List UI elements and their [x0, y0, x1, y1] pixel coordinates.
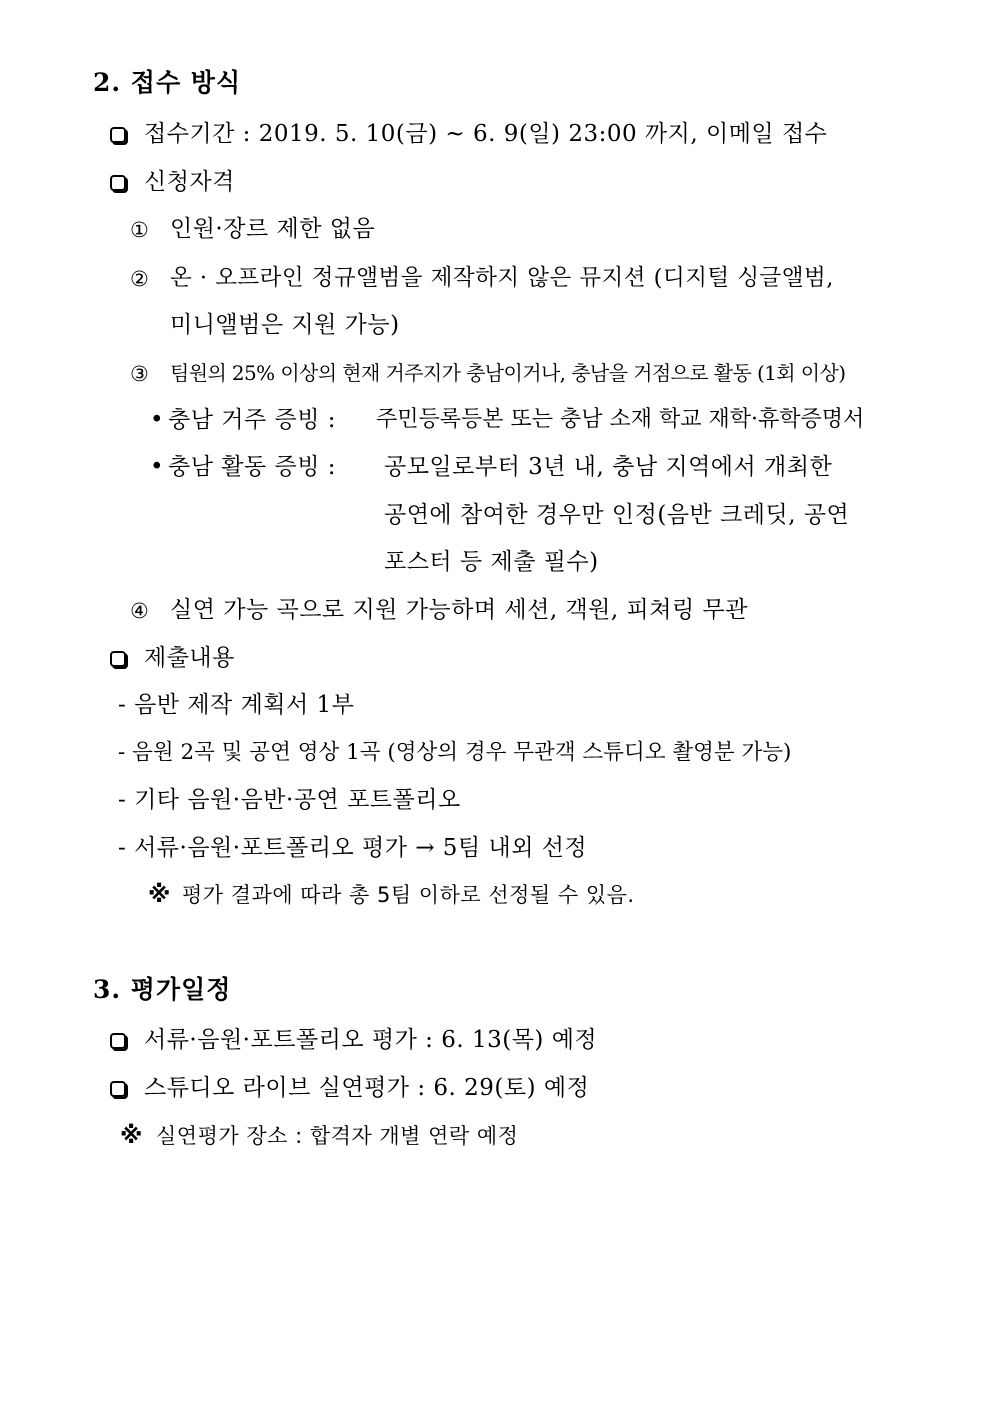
square-bullet-icon [110, 175, 126, 191]
eligibility-item: 팀원의 25% 이상의 현재 거주지가 충남이거나, 충남을 거점으로 활동 (1회 이상) [170, 361, 846, 385]
eligibility-item: 실연 가능 곡으로 지원 가능하며 세션, 객원, 피쳐링 무관 [170, 597, 748, 623]
eligibility-item-continued: 미니앨범은 지원 가능) [170, 312, 400, 338]
reference-mark: ※ [120, 1123, 143, 1149]
activity-proof-text: 포스터 등 제출 필수) [384, 549, 599, 575]
submission-item: - 음반 제작 계획서 1부 [118, 692, 355, 718]
reference-mark: ※ [148, 882, 171, 908]
application-period: 접수기간 : 2019. 5. 10(금) ~ 6. 9(일) 23:00 까지, 이메일 접수 [144, 121, 828, 147]
submission-item: - 서류·음원·포트폴리오 평가 → 5팀 내외 선정 [118, 835, 588, 861]
schedule-note: 실연평가 장소 : 합격자 개별 연락 예정 [156, 1124, 519, 1148]
submission-item: - 음원 2곡 및 공연 영상 1곡 (영상의 경우 무관객 스튜디오 촬영분 가능) [118, 740, 792, 765]
square-bullet-icon [110, 1081, 126, 1097]
schedule-item: 서류·음원·포트폴리오 평가 : 6. 13(목) 예정 [144, 1027, 598, 1053]
residence-proof-text: 주민등록등본 또는 충남 소재 학교 재학·휴학증명서 [376, 407, 865, 432]
square-bullet-icon [110, 651, 126, 667]
proof-marker: • [150, 407, 165, 433]
eligibility-label: 신청자격 [144, 169, 235, 195]
schedule-item: 스튜디오 라이브 실연평가 : 6. 29(토) 예정 [144, 1075, 590, 1101]
item-number: ④ [130, 599, 150, 623]
proof-marker: • [150, 454, 165, 480]
activity-proof-label: 충남 활동 증빙 : [168, 454, 336, 480]
square-bullet-icon [110, 127, 126, 143]
item-number: ② [130, 267, 150, 291]
residence-proof-label: 충남 거주 증빙 : [168, 407, 336, 433]
activity-proof-text: 공모일로부터 3년 내, 충남 지역에서 개최한 [384, 454, 833, 480]
eligibility-item: 인원·장르 제한 없음 [170, 216, 376, 242]
section-2-title: 2. 접수 방식 [93, 68, 242, 97]
submission-label: 제출내용 [144, 645, 235, 671]
activity-proof-text: 공연에 참여한 경우만 인정(음반 크레딧, 공연 [384, 502, 850, 528]
submission-note: 평가 결과에 따라 총 5팀 이하로 선정될 수 있음. [182, 883, 635, 907]
item-number: ③ [130, 362, 150, 386]
square-bullet-icon [110, 1033, 126, 1049]
section-3-title: 3. 평가일정 [93, 975, 232, 1004]
eligibility-item: 온 · 오프라인 정규앨범을 제작하지 않은 뮤지션 (디지털 싱글앨범, [170, 265, 834, 291]
submission-item: - 기타 음원·음반·공연 포트폴리오 [118, 787, 461, 813]
item-number: ① [130, 218, 150, 242]
